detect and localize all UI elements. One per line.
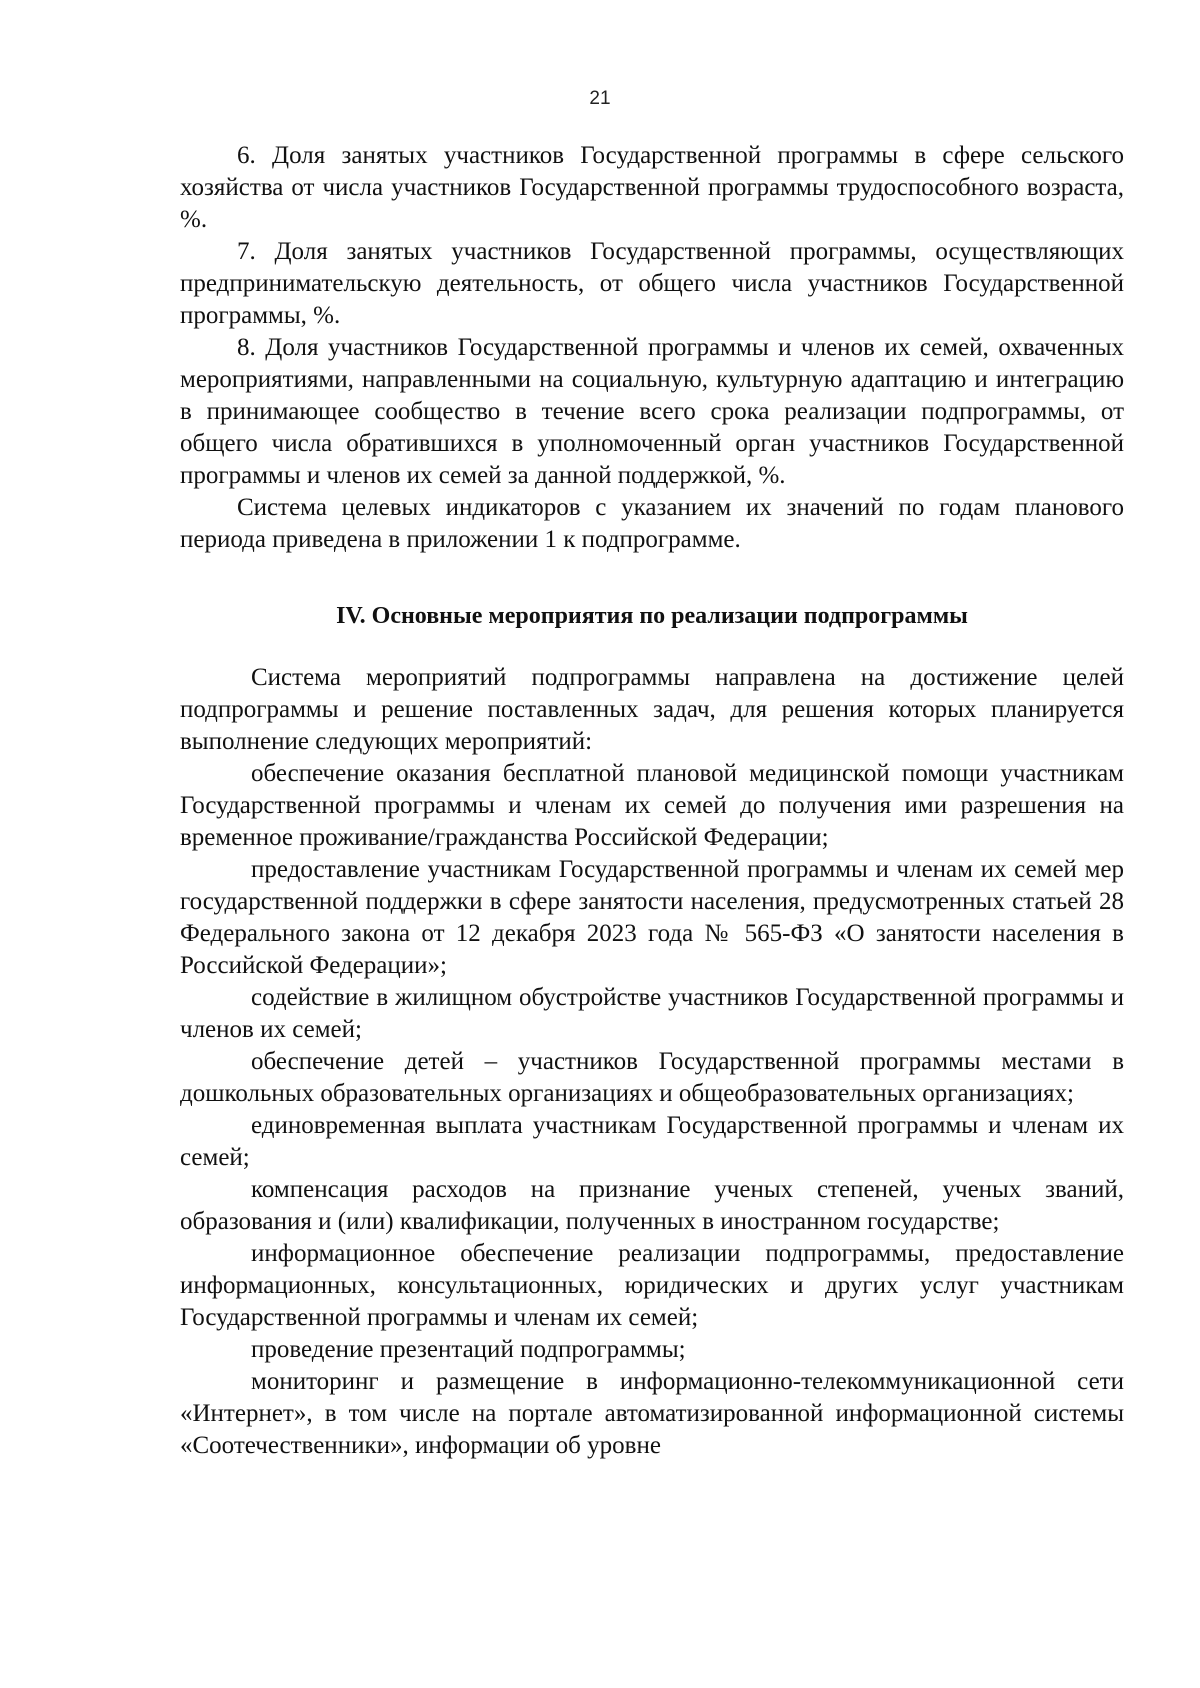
indicator-6: 6. Доля занятых участников Государственной программы в сфере сельского хозяйства от числа участников Государственной программы трудоспособного возраста, %. [180, 142, 1124, 233]
measure-item: информационное обеспечение реализации подпрограммы, предоставление информационных, консультационных, юридических и других услуг участникам Государственной программы и членам их семей; [180, 1240, 1124, 1331]
indicator-7: 7. Доля занятых участников Государственной программы, осуществляющих предпринимательскую деятельность, от общего числа участников Государственной программы, %. [180, 238, 1124, 329]
measure-item: обеспечение детей – участников Государственной программы местами в дошкольных образовательных организациях и общеобразовательных организациях; [180, 1048, 1124, 1107]
measure-item: обеспечение оказания бесплатной плановой медицинской помощи участникам Государственной программы и членам их семей до получения ими разрешения на временное проживание/гражданства Российской Федерации; [180, 760, 1124, 851]
document-body [180, 140, 1124, 1462]
measure-item: предоставление участникам Государственной программы и членам их семей мер государственной поддержки в сфере занятости населения, предусмотренных статьей 28 Федерального закона от 12 декабря 2023 года № 565-ФЗ «О занятости населения в Российской Федерации»; [180, 856, 1124, 979]
measure-item: проведение презентаций подпрограммы; [251, 1336, 686, 1363]
measure-item: мониторинг и размещение в информационно-телекоммуникационной сети «Интернет», в том числе на портале автоматизированной информационной системы «Соотечественники», информации об уровне [180, 1368, 1124, 1459]
indicators-note: Система целевых индикаторов с указанием их значений по годам планового периода приведена в приложении 1 к подпрограмме. [180, 494, 1124, 553]
measure-item: единовременная выплата участникам Государственной программы и членам их семей; [180, 1112, 1124, 1171]
page-number: 21 [589, 88, 611, 109]
section-intro: Система мероприятий подпрограммы направлена на достижение целей подпрограммы и решение поставленных задач, для решения которых планируется выполнение следующих мероприятий: [180, 664, 1124, 755]
measure-item: содействие в жилищном обустройстве участников Государственной программы и членов их семей; [180, 984, 1124, 1043]
measure-item: компенсация расходов на признание ученых степеней, ученых званий, образования и (или) квалификации, полученных в иностранном государстве; [180, 1176, 1124, 1235]
section-heading: IV. Основные мероприятия по реализации подпрограммы [336, 603, 968, 629]
indicator-8: 8. Доля участников Государственной программы и членов их семей, охваченных мероприятиями, направленными на социальную, культурную адаптацию и интеграцию в принимающее сообщество в течение всего срока реализации подпрограммы, от общего числа обратившихся в уполномоченный орган участников Государственной программы и членов их семей за данной поддержкой, %. [180, 334, 1124, 489]
